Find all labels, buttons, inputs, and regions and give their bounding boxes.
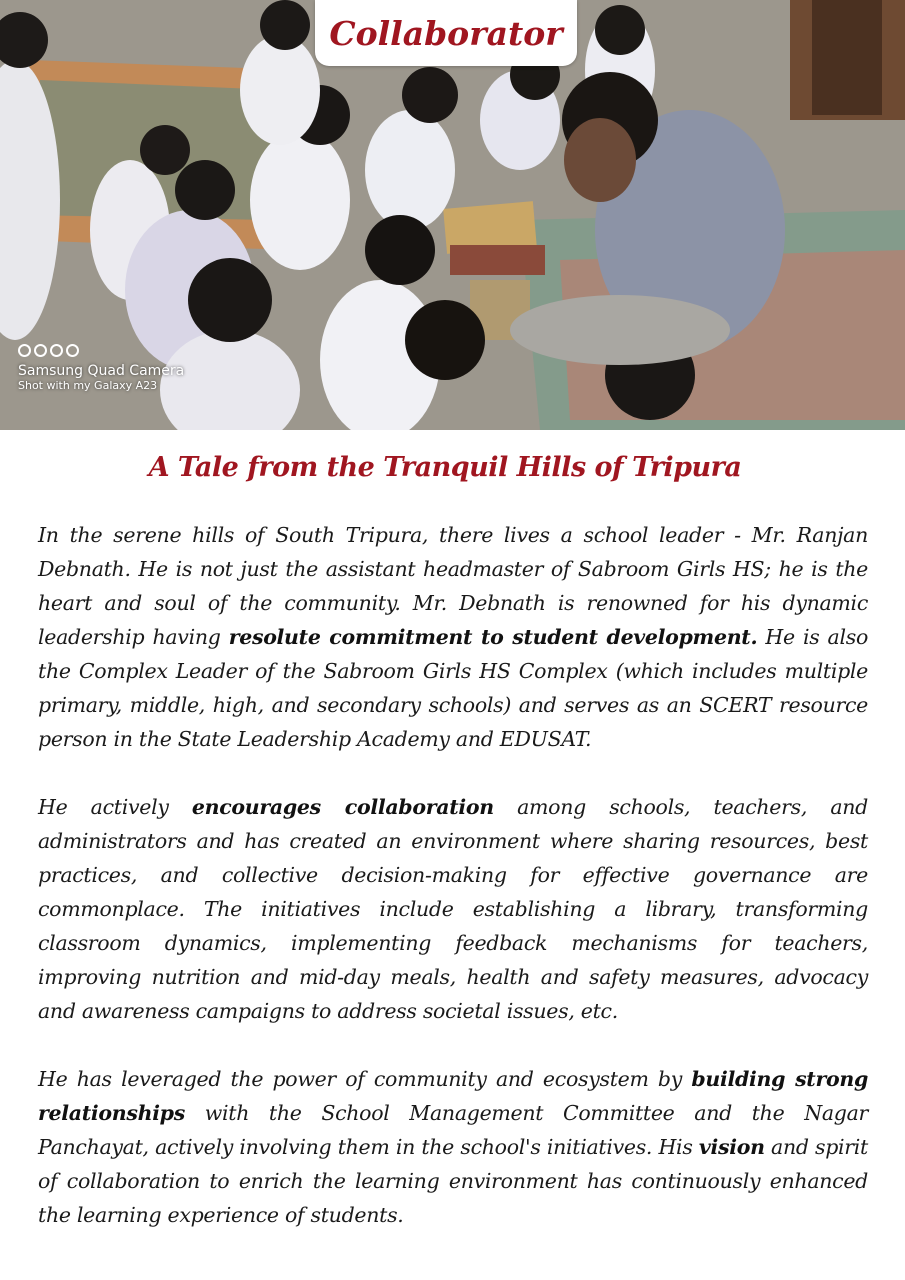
paragraph-2 <box>38 790 868 1028</box>
camera-watermark <box>18 344 184 393</box>
paragraph-text: In the serene hills of South Tripura, there lives a school leader - Mr. Ranjan Debnath. He is not just the assistant headmaster of Sabroom Girls HS; he is the heart and soul of the community. Mr. Debnath is renowned for his dynamic leadership having <box>38 523 868 649</box>
paragraph-text: He is also the Complex Leader of the Sabroom Girls HS Complex (which includes multiple primary, middle, high, and secondary schools) and serves as an SCERT resource person in the State Leadership Academy and EDUSAT. <box>38 625 868 751</box>
story-body <box>38 518 868 1266</box>
emphasis-text: resolute commitment to student development. <box>228 625 758 649</box>
paragraph-text: with the School Management Committee and the Nagar Panchayat, actively involving them in the school's initiatives. His <box>38 1101 868 1159</box>
camera-device-text: Shot with my Galaxy A23 <box>18 379 158 392</box>
emphasis-text: vision <box>698 1135 765 1159</box>
paragraph-text: and spirit of collaboration to enrich the learning environment has continuously enhanced the learning experience of students. <box>38 1135 868 1227</box>
paragraph-1 <box>38 518 868 756</box>
paragraph-3 <box>38 1062 868 1232</box>
paragraph-text: He has leveraged the power of community and ecosystem by <box>38 1067 692 1091</box>
story-heading: A Tale from the Tranquil Hills of Tripura <box>148 452 742 483</box>
paragraph-text: among schools, teachers, and administrators and has created an environment where sharing resources, best practices, and collective decision-making for effective governance are commonplace. The initiatives include establishing a library, transforming classroom dynamics, implementing feedback mechanisms for teachers, improving nutrition and mid-day meals, health and safety measures, advocacy and awareness campaigns to address societal issues, etc. <box>38 795 868 1023</box>
paragraph-text: He actively <box>38 795 192 819</box>
emphasis-text: encourages collaboration <box>191 795 494 819</box>
classroom-photo <box>0 0 905 430</box>
badge-title: Collaborator <box>315 0 577 66</box>
camera-model-text: Samsung Quad Camera <box>18 363 185 379</box>
camera-lens-icon <box>18 344 184 357</box>
emphasis-text: building strong relationships <box>38 1067 868 1125</box>
